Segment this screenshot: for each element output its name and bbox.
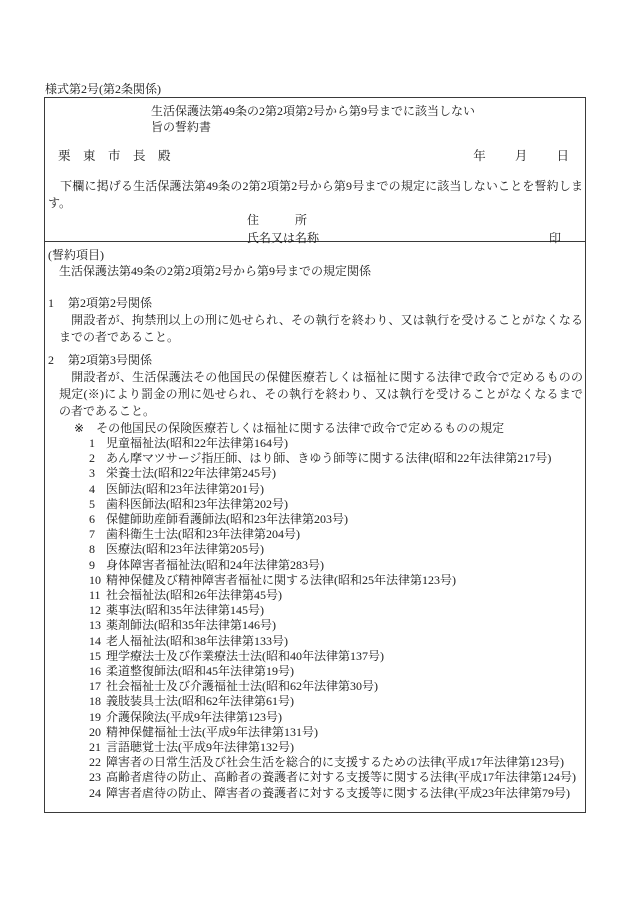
date-day-label: 日 (556, 149, 569, 163)
law-name: 高齢者虐待の防止、高齢者の養護者に対する支援等に関する法律(平成17年法律第124号) (106, 770, 576, 785)
items-subheading: 生活保護法第49条の2第2項第2号から第9号までの規定関係 (59, 264, 372, 278)
date-fields (473, 148, 569, 164)
law-number: 10 (89, 572, 101, 587)
law-name: 障害者の日常生活及び社会生活を総合的に支援するための法律(平成17年法律第123号) (106, 755, 564, 770)
law-name: 精神保健及び精神障害者福祉に関する法律(昭和25年法律第123号) (106, 572, 456, 587)
law-number: 5 (89, 496, 95, 511)
items-heading: (誓約項目) (48, 248, 104, 262)
law-item (89, 497, 583, 512)
law-number: 12 (89, 603, 101, 618)
law-item (89, 618, 583, 633)
law-name: 柔道整復師法(昭和45年法律第19号) (106, 664, 294, 679)
clause-2-number: 2 (48, 353, 54, 367)
law-number: 24 (89, 785, 101, 800)
clause-1-title (48, 295, 583, 312)
law-number: 8 (89, 542, 95, 557)
clause-2-heading: 第2項第3号関係 (68, 353, 153, 367)
law-item (89, 770, 583, 785)
law-item (89, 482, 583, 497)
law-item (89, 466, 583, 481)
law-item (89, 512, 583, 527)
law-number: 9 (89, 557, 95, 572)
law-item (89, 725, 583, 740)
clause-2 (48, 352, 583, 420)
name-field-label: 氏名又は名称 (247, 230, 320, 245)
clause-2-title (48, 352, 583, 369)
law-number: 3 (89, 466, 95, 481)
law-item (89, 634, 583, 649)
address-field-label: 住 所 (247, 213, 308, 227)
law-name: 身体障害者福祉法(昭和24年法律第283号) (106, 557, 324, 572)
pledge-statement: 下欄に掲げる生活保護法第49条の2第2項第2号から第9号までの規定に該当しないことを誓約します。 (48, 179, 583, 210)
law-name: 言語聴覚士法(平成9年法律第132号) (106, 740, 294, 755)
law-item (89, 755, 583, 770)
law-item (89, 436, 583, 451)
law-item (89, 451, 583, 466)
law-item (89, 710, 583, 725)
clause-1-number: 1 (48, 296, 54, 310)
law-name: 精神保健福祉士法(平成9年法律第131号) (106, 724, 318, 739)
law-name: 医療法(昭和23年法律第205号) (106, 542, 264, 557)
form-number-label: 様式第2号(第2条関係) (45, 82, 161, 96)
addressee-row (48, 148, 583, 164)
law-number: 17 (89, 679, 101, 694)
law-number: 2 (89, 451, 95, 466)
law-name: 歯科医師法(昭和23年法律第202号) (106, 496, 288, 511)
seal-label: 印 (548, 230, 561, 245)
law-name: 医師法(昭和23年法律第201号) (106, 481, 264, 496)
law-list (89, 436, 583, 801)
law-number: 22 (89, 755, 101, 770)
law-number: 16 (89, 664, 101, 679)
law-name: 社会福祉士及び介護福祉士法(昭和62年法律第30号) (106, 679, 378, 694)
note-marker: ※ (74, 421, 85, 435)
law-number: 4 (89, 481, 95, 496)
law-item (89, 649, 583, 664)
law-number: 20 (89, 724, 101, 739)
law-item (89, 527, 583, 542)
law-name: 介護保険法(平成9年法律第123号) (106, 709, 282, 724)
law-number: 6 (89, 512, 95, 527)
clause-1 (48, 295, 583, 346)
pledge-header-section (45, 98, 585, 245)
law-number: 14 (89, 633, 101, 648)
note-text: その他国民の保険医療若しくは福祉に関する法律で政令で定めるものの規定 (96, 421, 505, 435)
document-title (151, 103, 583, 135)
law-name: あん摩マツサージ指圧師、はり師、きゆう師等に関する法律(昭和22年法律第217号) (106, 451, 552, 466)
law-number: 23 (89, 770, 101, 785)
law-number: 21 (89, 740, 101, 755)
law-name: 薬剤師法(昭和35年法律第146号) (106, 618, 276, 633)
law-item (89, 786, 583, 801)
clause-2-body: 開設者が、生活保護法その他国民の保健医療若しくは福祉に関する法律で政令で定めるものの規定(※)により罰金の刑に処せられ、その執行を終わり、又は執行を受けることがなくなるまでの者であること。 (59, 370, 583, 418)
law-name: 社会福祉法(昭和26年法律第45号) (106, 588, 282, 603)
pledge-items-section (45, 242, 585, 801)
law-item (89, 664, 583, 679)
law-number: 15 (89, 648, 101, 663)
law-number: 1 (89, 436, 95, 450)
addressee-label: 栗 東 市 長 殿 (58, 149, 171, 163)
document-title-line2: 旨の誓約書 (151, 120, 212, 134)
law-number: 13 (89, 618, 101, 633)
law-number: 19 (89, 709, 101, 724)
date-year-label: 年 (473, 149, 486, 163)
law-name: 薬事法(昭和35年法律第145号) (106, 603, 264, 618)
law-name: 栄養士法(昭和22年法律第245号) (106, 466, 276, 481)
law-name: 老人福祉法(昭和38年法律第133号) (106, 633, 288, 648)
law-item (89, 588, 583, 603)
law-item (89, 603, 583, 618)
law-item (89, 542, 583, 557)
clause-1-body: 開設者が、拘禁刑以上の刑に処せられ、その執行を終わり、又は執行を受けることがなくなるまでの者であること。 (59, 313, 583, 344)
law-number: 7 (89, 527, 95, 542)
law-number: 11 (89, 588, 101, 603)
pledge-form-box (44, 97, 586, 813)
law-item (89, 558, 583, 573)
note-row (74, 421, 583, 436)
law-name: 理学療法士及び作業療法士法(昭和40年法律第137号) (106, 648, 384, 663)
law-name: 義肢装具士法(昭和62年法律第61号) (106, 694, 294, 709)
law-item (89, 679, 583, 694)
law-name: 児童福祉法(昭和22年法律第164号) (106, 436, 288, 450)
law-number: 18 (89, 694, 101, 709)
law-item (89, 740, 583, 755)
law-item (89, 694, 583, 709)
document-title-line1: 生活保護法第49条の2第2項第2号から第9号までに該当しない (151, 104, 476, 118)
law-name: 保健師助産師看護師法(昭和23年法律第203号) (106, 512, 348, 527)
law-name: 障害者虐待の防止、障害者の養護者に対する支援等に関する法律(平成23年法律第79号) (106, 785, 570, 800)
law-item (89, 573, 583, 588)
date-month-label: 月 (514, 149, 528, 163)
law-name: 歯科衛生士法(昭和23年法律第204号) (106, 527, 300, 542)
clause-1-heading: 第2項第2号関係 (68, 296, 153, 310)
